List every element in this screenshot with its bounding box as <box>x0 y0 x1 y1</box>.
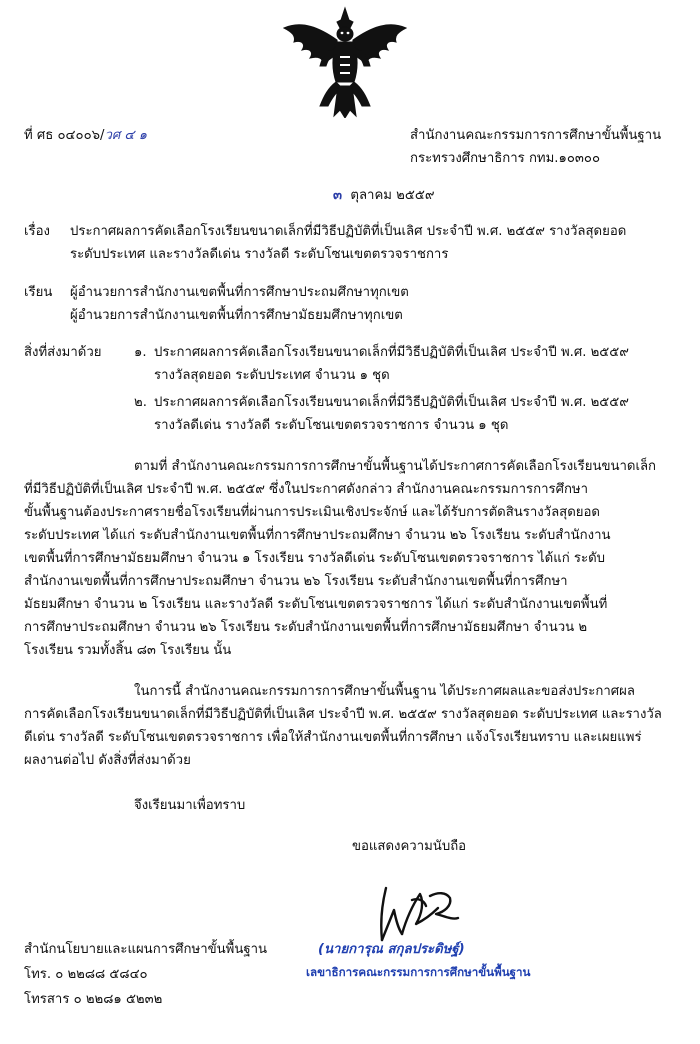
enclosure-2-line-2: รางวัลดีเด่น รางวัลดี ระดับโซนเขตตรวจราชการ จำนวน ๑ ชุด <box>154 418 509 433</box>
issuing-address: กระทรวงศึกษาธิการ กทม.๑๐๓๐๐ <box>410 151 601 166</box>
recipient-label: เรียน <box>24 285 53 300</box>
letter-date <box>333 187 434 205</box>
subject-label: เรื่อง <box>24 224 50 239</box>
recipient-line-2: ผู้อำนวยการสำนักงานเขตพื้นที่การศึกษามัธยมศึกษาทุกเขต <box>70 308 403 323</box>
paragraph-2-line: การคัดเลือกโรงเรียนขนาดเล็กที่มีวิธีปฏิบัติที่เป็นเลิศ ประจำปี พ.ศ. ๒๕๕๙ รางวัลสุดยอด ระดับประเทศ และรางวัล <box>24 707 662 722</box>
paragraph-1-line: ระดับประเทศ ได้แก่ ระดับสำนักงานเขตพื้นที่การศึกษาประถมศึกษา จำนวน ๒๖ โรงเรียน ระดับสำนักงาน <box>24 528 611 543</box>
paragraph-1-line: การศึกษาประถมศึกษา จำนวน ๒๖ โรงเรียน ระดับสำนักงานเขตพื้นที่การศึกษามัธยมศึกษา จำนวน ๒ <box>24 620 588 635</box>
reference-handwritten: วศ ๔ ๑ <box>104 128 147 143</box>
closing-request: จึงเรียนมาเพื่อทราบ <box>134 798 246 813</box>
enclosure-1-line-2: รางวัลสุดยอด ระดับประเทศ จำนวน ๑ ชุด <box>154 368 390 383</box>
closing-regards: ขอแสดงความนับถือ <box>352 839 467 854</box>
enclosure-1-line-1: ประกาศผลการคัดเลือกโรงเรียนขนาดเล็กที่มีวิธีปฏิบัติที่เป็นเลิศ ประจำปี พ.ศ. ๒๕๕๙ <box>154 345 629 360</box>
body-paragraph-1 <box>24 455 676 662</box>
paragraph-1-line: ที่มีวิธีปฏิบัติที่เป็นเลิศ ประจำปี พ.ศ. ๒๕๕๙ ซึ่งในประกาศดังกล่าว สำนักงานคณะกรรมการการศึกษา <box>24 482 589 497</box>
enclosure-2-line-1: ประกาศผลการคัดเลือกโรงเรียนขนาดเล็กที่มีวิธีปฏิบัติที่เป็นเลิศ ประจำปี พ.ศ. ๒๕๕๙ <box>154 395 629 410</box>
enclosures-label: สิ่งที่ส่งมาด้วย <box>24 345 102 360</box>
signer-position: เลขาธิการคณะกรรมการการศึกษาขั้นพื้นฐาน <box>306 965 531 979</box>
paragraph-1-line: สำนักงานเขตพื้นที่การศึกษาประถมศึกษา จำนวน ๒๖ โรงเรียน ระดับสำนักงานเขตพื้นที่การศึกษา <box>24 574 568 589</box>
signer-name: (นายการุณ สกุลประดิษฐ์) <box>318 942 465 957</box>
recipient-line-1: ผู้อำนวยการสำนักงานเขตพื้นที่การศึกษาประถมศึกษาทุกเขต <box>70 285 409 300</box>
paragraph-2-line: ในการนี้ สำนักงานคณะกรรมการการศึกษาขั้นพื้นฐาน ได้ประกาศผลและขอส่งประกาศผล <box>134 684 635 699</box>
body-paragraph-2 <box>24 680 676 772</box>
paragraph-1-line: เขตพื้นที่การศึกษามัธยมศึกษา จำนวน ๑ โรงเรียน รางวัลดีเด่น ระดับโซนเขตตรวจราชการ ได้แก่ ระดับ <box>24 551 606 566</box>
paragraph-1-line: ตามที่ สำนักงานคณะกรรมการการศึกษาขั้นพื้นฐานได้ประกาศการคัดเลือกโรงเรียนขนาดเล็ก <box>134 459 657 474</box>
issuing-organization: สำนักงานคณะกรรมการการศึกษาขั้นพื้นฐาน <box>410 128 662 143</box>
reference-prefix: ที่ ศธ ๐๔๐๐๖/ <box>24 128 105 143</box>
footer-phone: โทร. ๐ ๒๒๘๘ ๕๘๔๐ <box>24 967 148 982</box>
subject-line-2: ระดับประเทศ และรางวัลดีเด่น รางวัลดี ระดับโซนเขตตรวจราชการ <box>70 247 449 262</box>
footer-office: สำนักนโยบายและแผนการศึกษาขั้นพื้นฐาน <box>24 942 268 957</box>
paragraph-1-line: ขั้นพื้นฐานต้องประกาศรายชื่อโรงเรียนที่ผ่านการประเมินเชิงประจักษ์ และได้รับการตัดสินรางวัลสุดยอด <box>24 505 600 520</box>
garuda-emblem-icon <box>280 6 410 118</box>
paragraph-1-line: โรงเรียน รวมทั้งสิ้น ๘๓ โรงเรียน นั้น <box>24 643 232 658</box>
footer-fax: โทรสาร ๐ ๒๒๘๑ ๕๒๓๒ <box>24 992 163 1007</box>
paragraph-1-line: มัธยมศึกษา จำนวน ๒ โรงเรียน และรางวัลดี ระดับโซนเขตตรวจราชการ ได้แก่ ระดับสำนักงานเขตพื้นที่ <box>24 597 608 612</box>
enclosure-number-2: ๒. <box>134 395 147 410</box>
signature-icon <box>372 880 482 950</box>
paragraph-2-line: ผลงานต่อไป ดังสิ่งที่ส่งมาด้วย <box>24 753 191 768</box>
date-day: ๓ <box>333 188 343 203</box>
paragraph-2-line: ดีเด่น รางวัลดี ระดับโซนเขตตรวจราชการ เพื่อให้สำนักงานเขตพื้นที่การศึกษา แจ้งโรงเรียนทราบ และเผยแพร่ <box>24 730 642 745</box>
subject-line-1: ประกาศผลการคัดเลือกโรงเรียนขนาดเล็กที่มีวิธีปฏิบัติที่เป็นเลิศ ประจำปี พ.ศ. ๒๕๕๙ รางวัลสุดยอด <box>70 224 627 239</box>
date-month-year: ตุลาคม ๒๕๕๙ <box>350 188 435 203</box>
reference-number <box>24 127 147 145</box>
enclosure-number-1: ๑. <box>134 345 147 360</box>
